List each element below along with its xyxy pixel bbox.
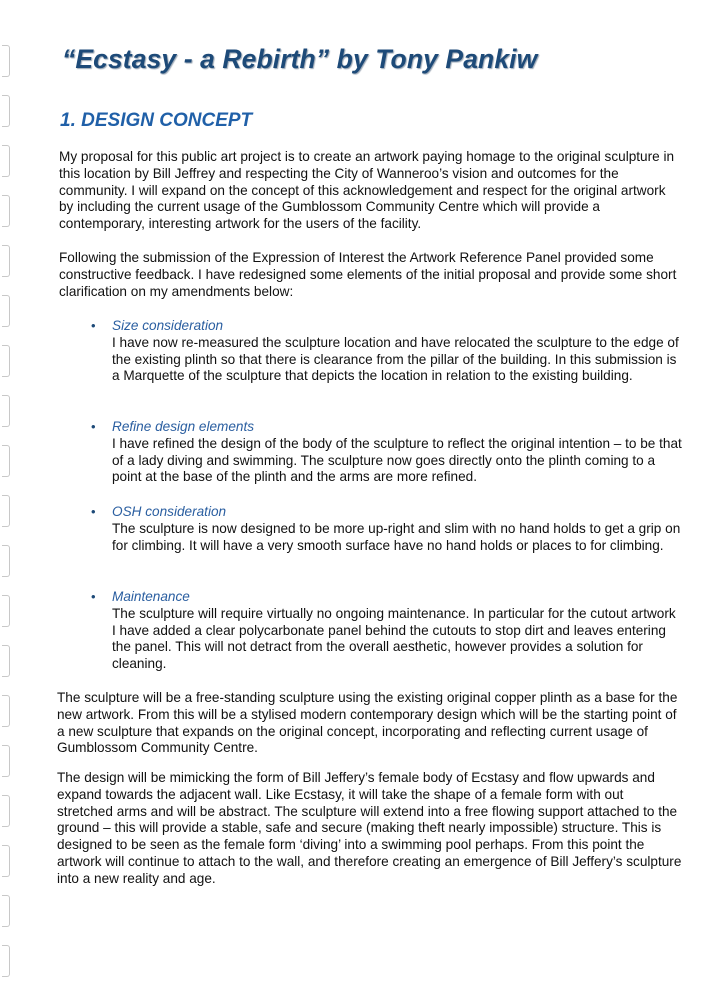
list-item-text: The sculpture will require virtually no ongoing maintenance. In particular for the cutout artwork I have added a clear polycarbonate panel behind the cutouts to stop dirt and leaves entering the panel. This will not detract from the overall aesthetic, however provides a solution for cleaning.	[112, 605, 676, 672]
list-item-text: I have now re-measured the sculpture location and have relocated the sculpture to the edge of the existing plinth so that there is clearance from the pillar of the building. In this submission is a Marquette of the sculpture that depicts the location in relation to the existing building.	[112, 334, 679, 384]
sculpture-paragraph: The sculpture will be a free-standing sculpture using the existing original copper plinth as a base for the new artwork. From this will be a stylised modern contemporary design which will be the starting point of a new sculpture that expands on the original concept, incorporating and reflecting current usage of Gumblossom Community Centre.	[57, 690, 678, 756]
list-item	[91, 318, 682, 385]
intro-paragraph: My proposal for this public art project is to create an artwork paying homage to the original sculpture in this location by Bill Jeffrey and respecting the City of Wanneroo’s vision and outcomes for the community. I will expand on the concept of this acknowledgement and respect for the original artwork by including the current usage of the Gumblossom Community Centre which will provide a contemporary, interesting artwork for the users of the facility.	[59, 149, 675, 232]
list-item-text: The sculpture is now designed to be more up-right and slim with no hand holds to get a grip on for climbing. It will have a very smooth surface have no hand holds or places to for climbing.	[112, 520, 681, 553]
binder-ring	[2, 745, 10, 777]
binder-ring	[2, 395, 10, 427]
binder-ring	[2, 545, 10, 577]
document-title: “Ecstasy - a Rebirth” by Tony Pankiw	[62, 44, 538, 74]
list-item-title: Refine design elements	[112, 419, 255, 434]
design-paragraph: The design will be mimicking the form of Bill Jeffery’s female body of Ecstasy and flow upwards and expand towards the adjacent wall. Like Ecstasy, it will take the shape of a female form with out stretched arms and will be abstract. The sculpture will extend into a free flowing support attached to the ground – this will provide a stable, safe and secure (making theft nearly impossible) structure. This is designed to be seen as the female form ‘diving’ into a swimming pool perhaps. From this point the artwork will continue to attach to the wall, and therefore creating an emergence of Bill Jeffery’s sculpture into a new reality and age.	[57, 770, 682, 886]
binder-ring	[2, 45, 10, 77]
bullet-icon: •	[91, 419, 96, 434]
list-item-title: OSH consideration	[112, 504, 227, 519]
binder-ring	[2, 645, 10, 677]
binder-ring	[2, 595, 10, 627]
bullet-icon: •	[91, 589, 96, 604]
binder-ring	[2, 895, 10, 927]
binder-ring	[2, 145, 10, 177]
list-item	[91, 504, 682, 554]
list-item-title: Maintenance	[112, 589, 190, 604]
binder-ring	[2, 845, 10, 877]
section-heading: 1. DESIGN CONCEPT	[60, 110, 253, 131]
binder-ring	[2, 295, 10, 327]
bullet-icon: •	[91, 318, 96, 333]
list-item-title: Size consideration	[112, 318, 224, 333]
bullet-icon: •	[91, 504, 96, 519]
list-item	[91, 419, 682, 486]
binder-ring	[2, 795, 10, 827]
binder-ring	[2, 345, 10, 377]
binder-ring	[2, 945, 10, 977]
binder-ring	[2, 195, 10, 227]
binder-ring	[2, 245, 10, 277]
binder-ring	[2, 695, 10, 727]
list-item-text: I have refined the design of the body of the sculpture to reflect the original intention – to be that of a lady diving and swimming. The sculpture now goes directly onto the plinth coming to a point at the base of the plinth and the arms are more refined.	[112, 435, 682, 485]
feedback-paragraph: Following the submission of the Expression of Interest the Artwork Reference Panel provided some constructive feedback. I have redesigned some elements of the initial proposal and provide some short clarification on my amendments below:	[59, 250, 677, 299]
binder-margin	[0, 0, 14, 1005]
binder-ring	[2, 445, 10, 477]
binder-ring	[2, 95, 10, 127]
list-item	[91, 589, 682, 673]
binder-ring	[2, 495, 10, 527]
